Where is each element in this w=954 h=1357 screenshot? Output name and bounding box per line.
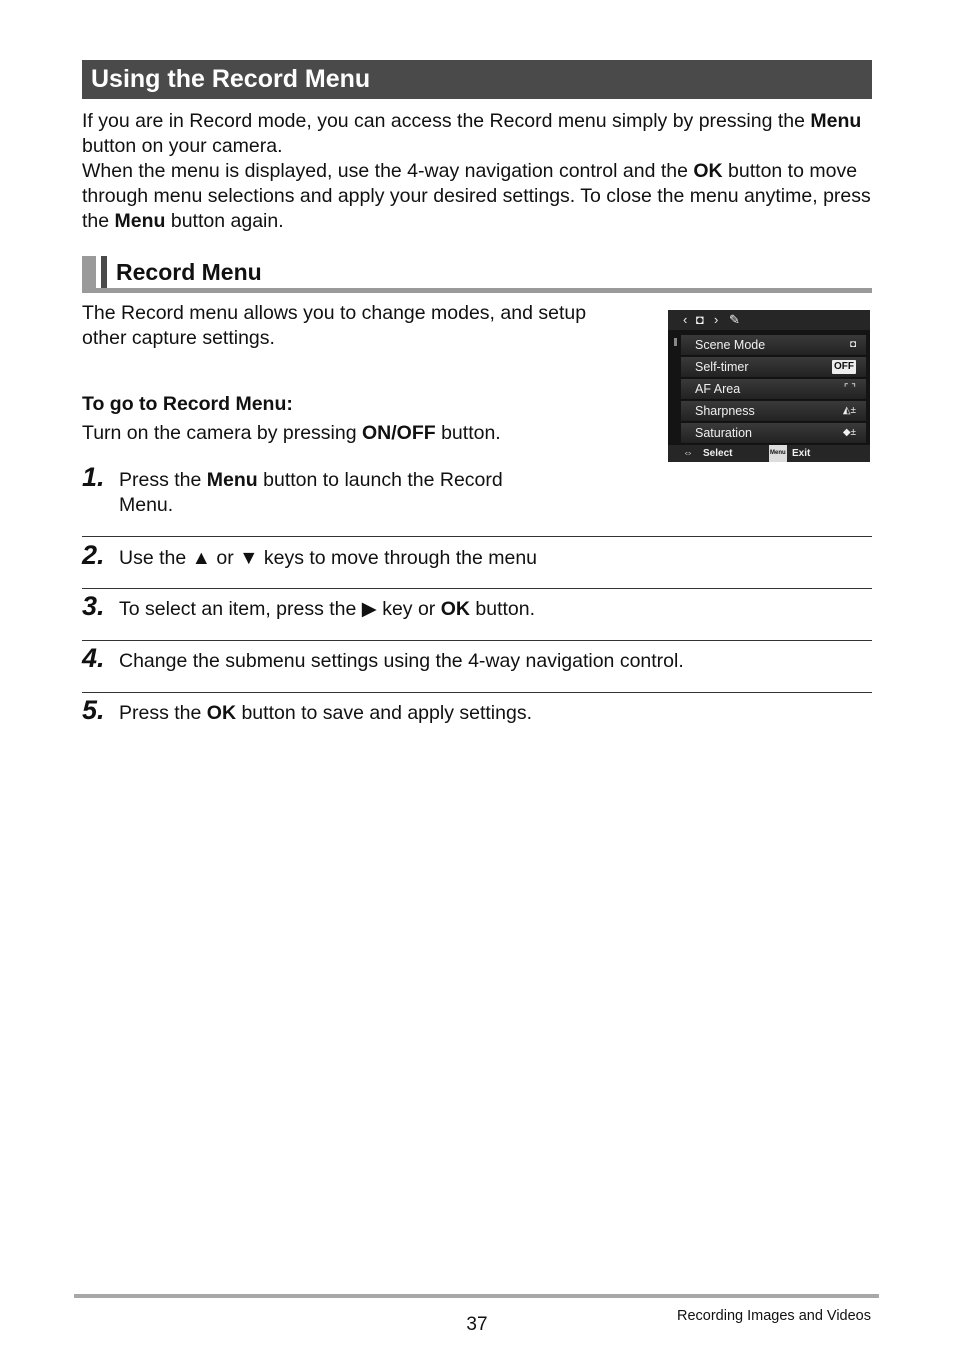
step-number: 5. bbox=[82, 695, 105, 725]
menu-row-sharpness bbox=[681, 401, 866, 422]
saturation-icon: ◆± bbox=[842, 427, 856, 438]
step-divider bbox=[82, 640, 872, 641]
menu-row-label: AF Area bbox=[695, 382, 741, 396]
heading-rule bbox=[82, 288, 872, 293]
step-text: Press the OK button to save and apply settings. bbox=[119, 702, 532, 724]
sharpness-icon: ◭± bbox=[842, 405, 856, 416]
step-text: Press the Menu button to launch the Record Menu. bbox=[119, 469, 503, 516]
howto-heading: To go to Record Menu: bbox=[82, 393, 293, 415]
menu-row-label: Sharpness bbox=[695, 404, 755, 418]
step-text: To select an item, press the ▶ key or OK button. bbox=[119, 598, 536, 620]
step-number: 3. bbox=[82, 591, 105, 621]
step-number: 1. bbox=[82, 462, 105, 492]
page-title: Using the Record Menu bbox=[82, 60, 872, 99]
af-frame-icon: ⌜ ⌝ bbox=[843, 383, 856, 394]
step-divider bbox=[82, 536, 872, 537]
step-number: 2. bbox=[82, 540, 105, 570]
nav-control-icon: ⇔ bbox=[683, 448, 693, 459]
screen-top-bar bbox=[668, 310, 870, 330]
menu-row-label: Self-timer bbox=[695, 360, 749, 374]
camera-auto-icon: ◘ bbox=[849, 339, 856, 350]
page-number: 37 bbox=[466, 1314, 488, 1335]
right-arrow-icon: ▶ bbox=[361, 598, 377, 620]
step-text: Use the ▲ or ▼ keys to move through the menu bbox=[119, 547, 538, 569]
section-heading-text: Record Menu bbox=[116, 259, 262, 285]
menu-button-icon: Menu bbox=[769, 445, 787, 462]
step-divider bbox=[82, 692, 872, 693]
menu-row-scene-mode bbox=[681, 335, 866, 356]
wrench-icon: ✎ bbox=[729, 312, 740, 327]
menu-row-label: Scene Mode bbox=[695, 338, 766, 352]
step-divider bbox=[82, 588, 872, 589]
down-arrow-icon: ▼ bbox=[239, 547, 259, 569]
menu-row-self-timer bbox=[681, 357, 866, 378]
footer-rule bbox=[74, 1294, 879, 1298]
step-number: 4. bbox=[82, 643, 105, 673]
screen-bottom-bar bbox=[668, 445, 870, 462]
heading-bar-decoration bbox=[82, 256, 96, 289]
step-text: Change the submenu settings using the 4-way navigation control. bbox=[119, 650, 684, 672]
howto-text: Turn on the camera by pressing ON/OFF button. bbox=[82, 422, 501, 444]
off-badge: OFF bbox=[834, 361, 854, 372]
left-arrow-icon: ‹ bbox=[683, 312, 688, 327]
intro-paragraph-2: When the menu is displayed, use the 4-way navigation control and the OK button to move through menu selections and apply your desired settings. To close the menu anytime, press the Menu button again. bbox=[82, 160, 871, 232]
intro-paragraph-1: If you are in Record mode, you can access the Record menu simply by pressing the Menu button on your camera. bbox=[82, 110, 862, 157]
up-arrow-icon: ▲ bbox=[191, 547, 211, 569]
exit-hint: Exit bbox=[792, 448, 811, 459]
heading-bar-decoration bbox=[101, 256, 107, 289]
menu-row-label: Saturation bbox=[695, 426, 752, 440]
intro-text bbox=[82, 109, 882, 234]
section-heading bbox=[82, 256, 872, 294]
right-arrow-icon: › bbox=[714, 312, 719, 327]
menu-row-saturation bbox=[681, 423, 866, 444]
scroll-indicator bbox=[674, 338, 677, 346]
section-description: The Record menu allows you to change modes, and setup other capture settings. bbox=[82, 302, 587, 349]
camera-icon: ◘ bbox=[696, 312, 704, 327]
footer-section-name: Recording Images and Videos bbox=[677, 1308, 871, 1324]
select-hint: Select bbox=[703, 448, 733, 459]
menu-row-af-area bbox=[681, 379, 866, 400]
record-menu-screenshot bbox=[668, 310, 870, 462]
